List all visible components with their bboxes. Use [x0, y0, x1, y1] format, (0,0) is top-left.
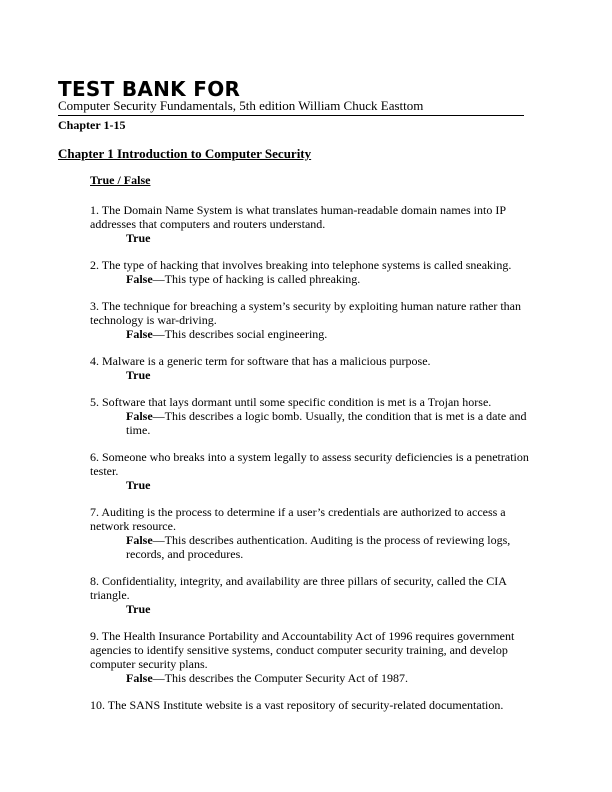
answer	[126, 409, 530, 437]
question-text: 3. The technique for breaching a system’s security by exploiting human nature rather than technology is war-driving.	[90, 299, 521, 327]
question-item	[90, 698, 530, 712]
question-text: 7. Auditing is the process to determine if a user’s credentials are authorized to access a network resource.	[90, 505, 506, 533]
question-text: 2. The type of hacking that involves breaking into telephone systems is called sneaking.	[90, 258, 512, 272]
book-subtitle: Computer Security Fundamentals, 5th edition William Chuck Easttom	[58, 98, 424, 113]
answer	[126, 231, 530, 245]
question-item	[90, 395, 530, 437]
question-item	[90, 574, 530, 616]
answer-key: False	[126, 272, 153, 286]
question-item	[90, 258, 530, 286]
answer-explanation: —This describes authentication. Auditing is the process of reviewing logs, records, and procedures.	[126, 533, 511, 561]
answer	[126, 533, 530, 561]
answer-key: False	[126, 327, 153, 341]
question-text: 5. Software that lays dormant until some specific condition is met is a Trojan horse.	[90, 395, 492, 409]
chapter-range: Chapter 1-15	[58, 118, 126, 132]
question-text: 10. The SANS Institute website is a vast repository of security-related documentation.	[90, 698, 504, 712]
answer-explanation: —This describes the Computer Security Act of 1987.	[152, 671, 408, 685]
answer	[126, 327, 530, 341]
answer-explanation: —This describes social engineering.	[152, 327, 328, 341]
answer	[126, 602, 530, 616]
question-text: 1. The Domain Name System is what translates human-readable domain names into IP addresses that computers and routers understand.	[90, 203, 506, 231]
answer-key: False	[126, 671, 153, 685]
answer	[126, 478, 530, 492]
answer-key: False	[126, 409, 153, 423]
answer-key: False	[126, 533, 153, 547]
answer	[126, 671, 530, 685]
answer	[126, 368, 530, 382]
question-list	[90, 203, 530, 725]
answer-key: True	[126, 368, 151, 382]
question-item	[90, 450, 530, 492]
question-item	[90, 299, 530, 341]
question-text: 4. Malware is a generic term for software that has a malicious purpose.	[90, 354, 431, 368]
answer-explanation: —This describes a logic bomb. Usually, the condition that is met is a date and time.	[126, 409, 527, 437]
answer-explanation: —This type of hacking is called phreaking.	[152, 272, 361, 286]
question-item	[90, 629, 530, 685]
question-text: 6. Someone who breaks into a system legally to assess security deficiencies is a penetration tester.	[90, 450, 529, 478]
question-text: 8. Confidentiality, integrity, and availability are three pillars of security, called the CIA triangle.	[90, 574, 507, 602]
question-text: 9. The Health Insurance Portability and Accountability Act of 1996 requires government agencies to identify sensitive systems, conduct computer security training, and develop computer security plans.	[90, 629, 515, 671]
answer	[126, 272, 530, 286]
answer-key: True	[126, 231, 151, 245]
section-title: True / False	[90, 173, 151, 187]
question-item	[90, 203, 530, 245]
answer-key: True	[126, 478, 151, 492]
chapter-title: Chapter 1 Introduction to Computer Security	[58, 146, 312, 161]
header-divider	[58, 115, 524, 116]
question-item	[90, 505, 530, 561]
brand-title: TEST BANK FOR	[58, 77, 241, 101]
question-item	[90, 354, 530, 382]
answer-key: True	[126, 602, 151, 616]
